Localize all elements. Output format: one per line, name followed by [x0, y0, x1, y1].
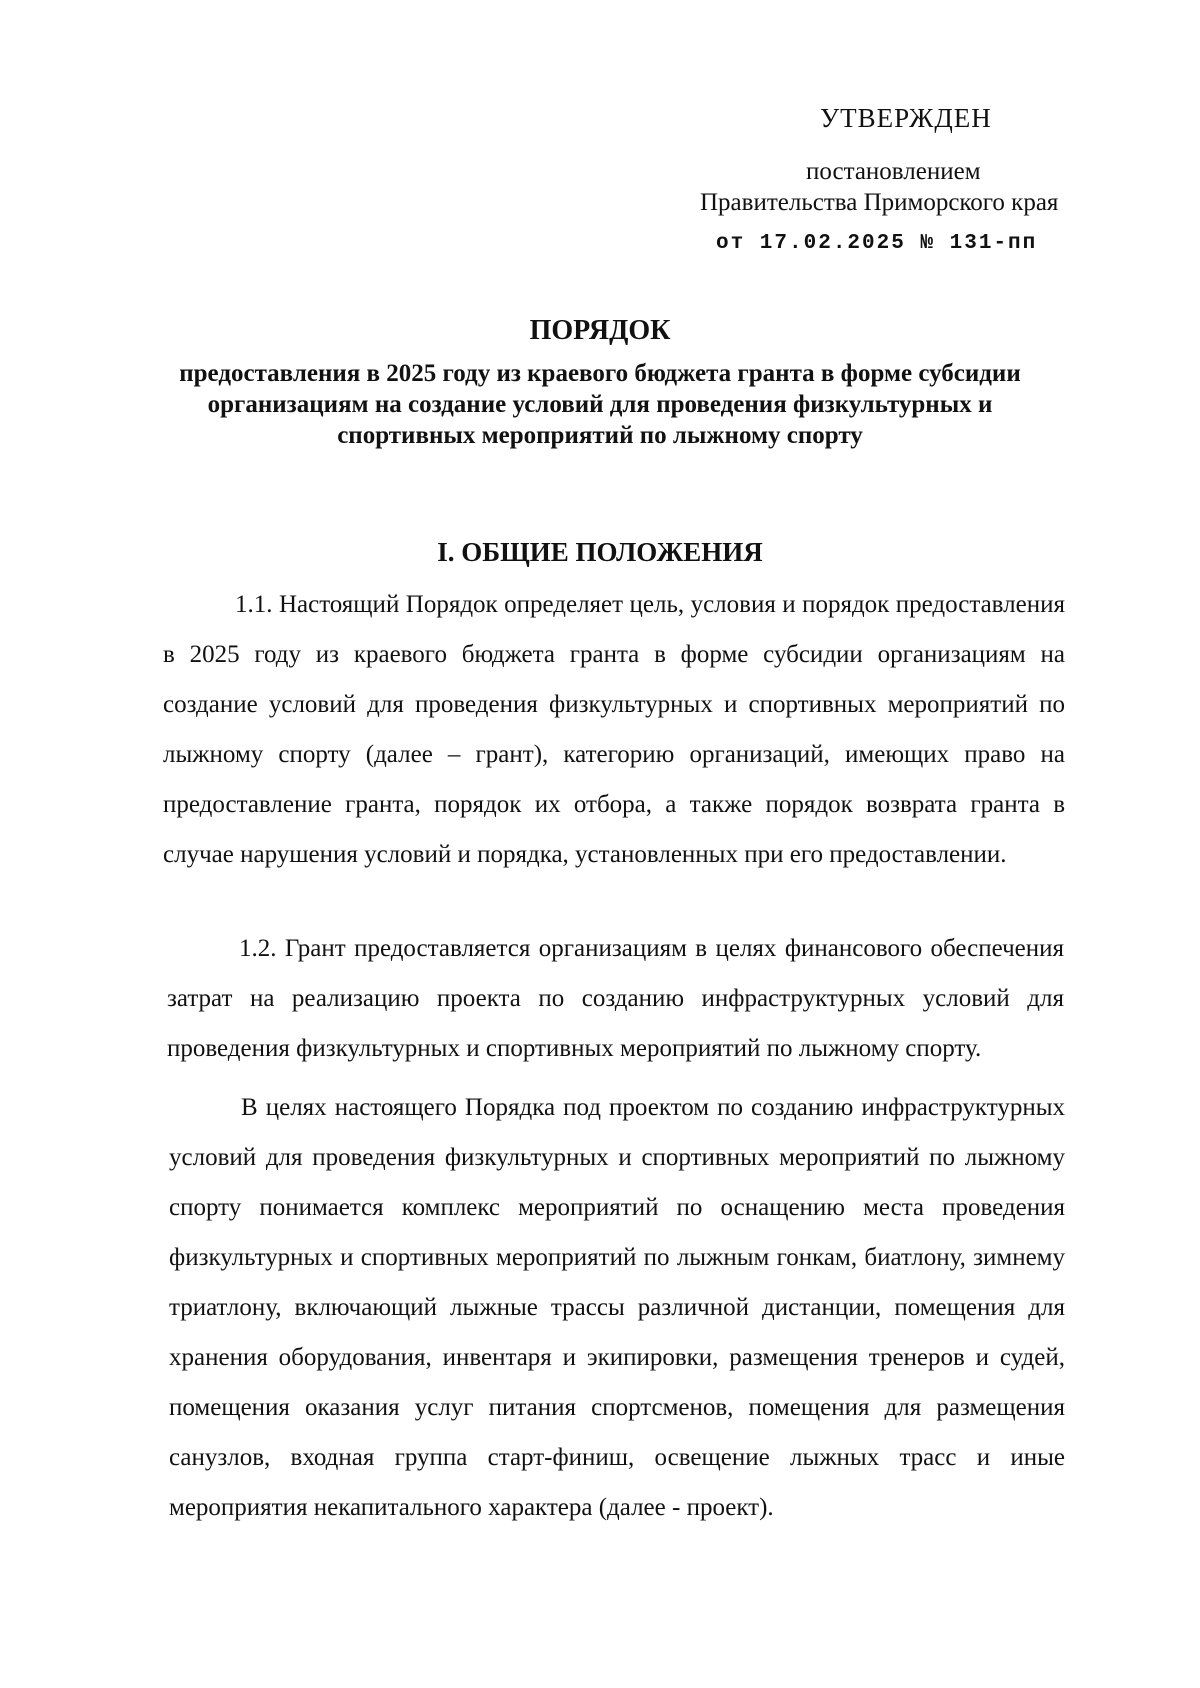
paragraph-1-2 [167, 924, 1064, 1074]
document-subtitle: предоставления в 2025 году из краевого бюджета гранта в форме субсидии организациям на создание условий для проведения физкультурных и спортивных мероприятий по лыжному спорту [179, 360, 1021, 449]
approval-line-resolution: постановлением [806, 158, 981, 185]
approval-line-government: Правительства Приморского края [700, 189, 1059, 216]
approval-title: УТВЕРЖДЕН [820, 103, 992, 133]
approval-date-number: от 17.02.2025 № 131-пп [716, 232, 1038, 255]
paragraph-1-1 [163, 580, 1065, 880]
paragraph-text: В целях настоящего Порядка под проектом по созданию инфраструктурных условий для проведения физкультурных и спортивных мероприятий по лыжному спорту понимается комплекс мероприятий по оснащению места проведения физкультурных и спортивных мероприятий по лыжным гонкам, биатлону, зимнему триатлону, включающий лыжные трассы различной дистанции, помещения для хранения оборудования, инвентаря и экипировки, размещения тренеров и судей, помещения оказания услуг питания спортсменов, помещения для размещения санузлов, входная группа старт-финиш, освещение лыжных трасс и иные мероприятия некапитального характера (далее - проект). [169, 1094, 1065, 1521]
section-heading: I. ОБЩИЕ ПОЛОЖЕНИЯ [437, 537, 763, 567]
paragraph-text: 1.1. Настоящий Порядок определяет цель, условия и порядок предоставления в 2025 году из краевого бюджета гранта в форме субсидии организациям на создание условий для проведения физкультурных и спортивных мероприятий по лыжному спорту (далее – грант), категорию организаций, имеющих право на предоставление гранта, порядок их отбора, а также порядок возврата гранта в случае нарушения условий и порядка, установленных при его предоставлении. [163, 591, 1065, 868]
paragraph-text: 1.2. Грант предоставляется организациям в целях финансового обеспечения затрат на реализацию проекта по созданию инфраструктурных условий для проведения физкультурных и спортивных мероприятий по лыжному спорту. [167, 935, 1064, 1062]
document-title: ПОРЯДОК [529, 315, 671, 346]
paragraph-project-definition [169, 1083, 1065, 1533]
